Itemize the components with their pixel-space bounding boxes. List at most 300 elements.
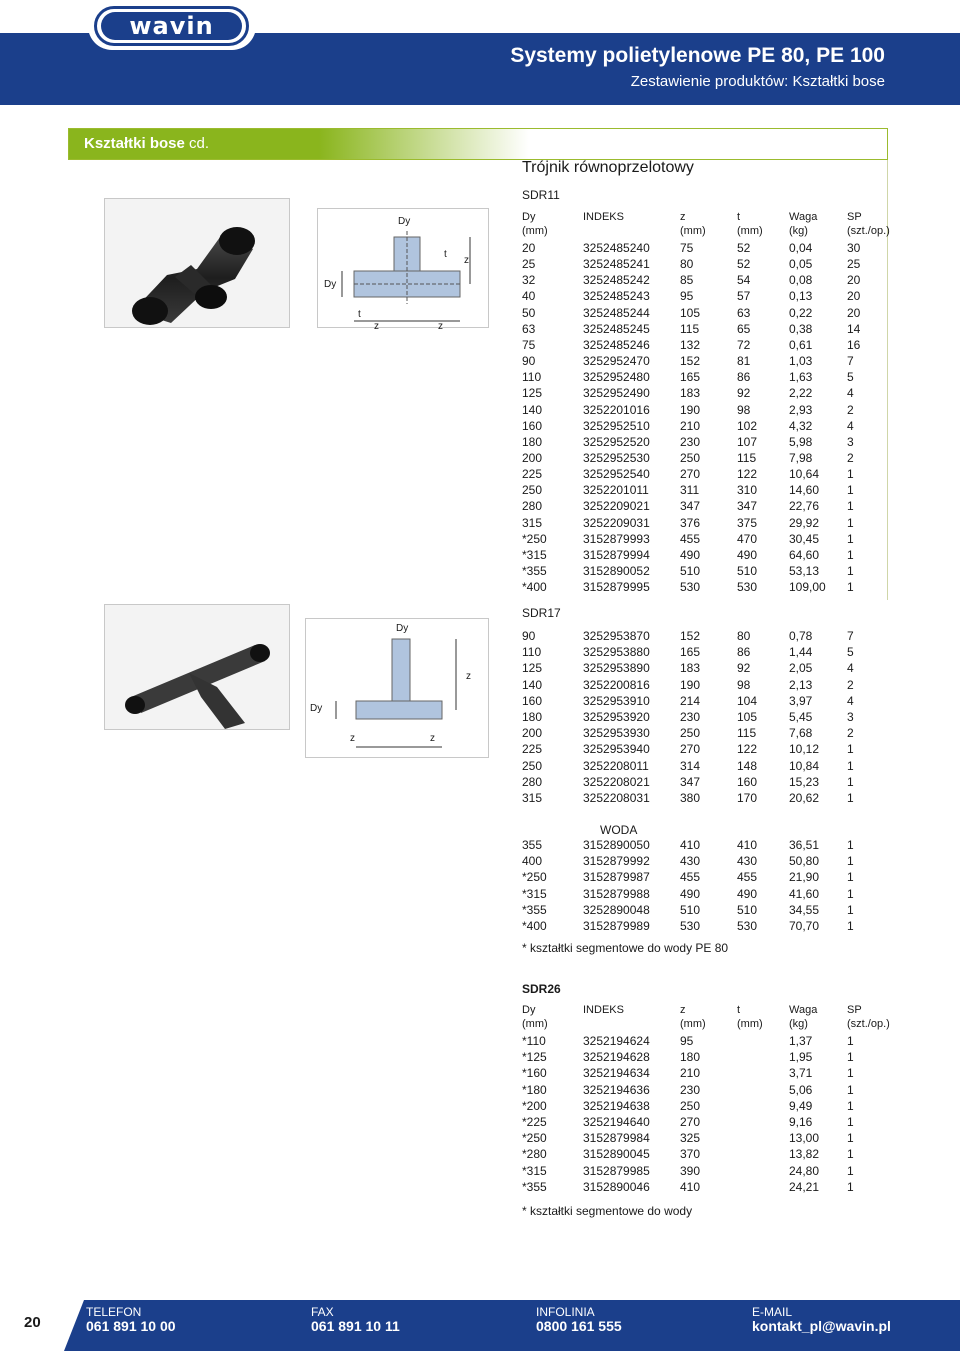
cell-index: 3252952470 <box>583 354 650 369</box>
page-number: 20 <box>24 1314 41 1331</box>
cell-waga: 2,93 <box>789 402 813 417</box>
cell-sp: 1 <box>847 791 854 805</box>
cell-sp: 2 <box>847 726 854 741</box>
cell-waga: 30,45 <box>789 531 820 546</box>
section-title: Trójnik równoprzelotowy <box>522 159 694 176</box>
cell-sp: 2 <box>847 402 854 417</box>
cell-t: 160 <box>737 774 758 789</box>
cell-index: 3152879993 <box>583 531 650 546</box>
cell-index: 3252208011 <box>583 758 649 773</box>
cell-waga: 1,63 <box>789 370 813 385</box>
cell-index: 3252201016 <box>583 402 650 417</box>
sdr17-z2-label: z <box>350 733 355 744</box>
cell-dy: *110 <box>522 1034 546 1048</box>
cell-sp: 4 <box>847 661 854 676</box>
cell-t: 490 <box>737 547 758 562</box>
cell-dy: 90 <box>522 354 536 369</box>
cell-z: 347 <box>680 774 701 789</box>
cell-index: 3252485244 <box>583 305 650 320</box>
cell-sp: 7 <box>847 354 854 369</box>
sdr17-z-label: z <box>466 671 471 682</box>
header26-sp: SP <box>847 1004 862 1016</box>
cell-z: 311 <box>680 483 700 498</box>
cell-z: 190 <box>680 402 701 417</box>
cell-z: 455 <box>680 870 701 885</box>
header-sp-unit: (szt./op.) <box>847 225 890 237</box>
header26-z-unit: (mm) <box>680 1018 706 1030</box>
cell-z: 490 <box>680 886 701 901</box>
cell-z: 165 <box>680 370 701 385</box>
cell-waga: 9,16 <box>789 1115 813 1129</box>
cell-dy: 225 <box>522 467 543 482</box>
header-z: z <box>680 211 686 223</box>
cell-t: 122 <box>737 742 758 757</box>
cell-dy: 25 <box>522 257 536 272</box>
cell-sp: 1 <box>847 1050 854 1065</box>
cell-dy: 250 <box>522 483 543 498</box>
cell-z: 430 <box>680 854 701 869</box>
cell-waga: 2,05 <box>789 661 813 676</box>
cell-t: 52 <box>737 257 751 272</box>
cell-z: 530 <box>680 919 701 933</box>
cell-waga: 9,49 <box>789 1098 813 1113</box>
cell-sp: 1 <box>847 515 854 530</box>
footer-fax-value[interactable]: 061 891 10 11 <box>311 1318 400 1334</box>
cell-dy: 280 <box>522 774 543 789</box>
cell-z: 190 <box>680 677 701 692</box>
cell-t: 490 <box>737 886 758 901</box>
cell-z: 210 <box>680 418 701 433</box>
cell-index: 3152879994 <box>583 547 650 562</box>
cell-index: 3252194624 <box>583 1034 650 1048</box>
footer-phone-label: TELEFON <box>86 1305 142 1319</box>
cell-z: 250 <box>680 450 701 465</box>
cell-sp: 20 <box>847 289 861 304</box>
cell-sp: 7 <box>847 629 854 643</box>
cell-z: 410 <box>680 1179 701 1194</box>
cell-waga: 2,13 <box>789 677 813 692</box>
cell-dy: *200 <box>522 1098 547 1113</box>
cell-waga: 34,55 <box>789 902 820 917</box>
tee-photo-sdr17 <box>104 604 290 730</box>
cell-t: 115 <box>737 726 757 741</box>
cell-sp: 3 <box>847 434 854 449</box>
cell-dy: 140 <box>522 402 543 417</box>
cell-index: 3152879984 <box>583 1131 650 1146</box>
cell-waga: 1,37 <box>789 1034 813 1048</box>
header26-t-unit: (mm) <box>737 1018 763 1030</box>
cell-sp: 4 <box>847 693 854 708</box>
cell-sp: 4 <box>847 418 854 433</box>
drawing-z-label: z <box>464 255 469 266</box>
cell-z: 347 <box>680 499 701 514</box>
cell-waga: 7,98 <box>789 450 813 465</box>
footer-hotline-value[interactable]: 0800 161 555 <box>536 1318 622 1334</box>
cell-index: 3252201011 <box>583 483 649 498</box>
cell-sp: 1 <box>847 580 854 595</box>
cell-dy: 160 <box>522 418 543 433</box>
cell-waga: 64,60 <box>789 547 820 562</box>
cell-z: 95 <box>680 289 694 304</box>
footer-phone-value[interactable]: 061 891 10 00 <box>86 1318 176 1334</box>
cell-sp: 1 <box>847 1082 854 1097</box>
cell-index: 3252953870 <box>583 629 650 643</box>
cell-index: 3252952520 <box>583 434 650 449</box>
cell-t: 430 <box>737 854 758 869</box>
cell-dy: *355 <box>522 902 547 917</box>
cell-waga: 13,00 <box>789 1131 820 1146</box>
cell-z: 376 <box>680 515 701 530</box>
cell-z: 230 <box>680 710 701 724</box>
cell-waga: 21,90 <box>789 870 820 885</box>
cell-sp: 2 <box>847 677 854 692</box>
cell-z: 325 <box>680 1131 701 1146</box>
tee-photo-sdr11 <box>104 198 290 328</box>
header-t: t <box>737 211 741 223</box>
cell-sp: 30 <box>847 241 861 255</box>
cell-waga: 3,97 <box>789 693 813 708</box>
cell-waga: 1,03 <box>789 354 813 369</box>
cell-sp: 1 <box>847 919 854 933</box>
cell-waga: 20,62 <box>789 791 820 805</box>
cell-sp: 1 <box>847 1131 854 1146</box>
cell-dy: 110 <box>522 645 542 660</box>
cell-index: 3252485242 <box>583 273 650 288</box>
cell-waga: 53,13 <box>789 564 820 578</box>
cell-dy: 225 <box>522 742 543 757</box>
cell-index: 3252952480 <box>583 370 650 385</box>
cell-sp: 1 <box>847 838 854 852</box>
cell-t: 530 <box>737 919 758 933</box>
sdr17-label: SDR17 <box>522 606 561 620</box>
cell-t: 470 <box>737 531 758 546</box>
cell-index: 3252485240 <box>583 241 650 255</box>
cell-t: 52 <box>737 241 751 255</box>
cell-sp: 1 <box>847 564 854 578</box>
cell-t: 86 <box>737 370 751 385</box>
wavin-logo <box>94 6 249 46</box>
cell-sp: 1 <box>847 547 854 562</box>
cell-waga: 24,21 <box>789 1179 820 1194</box>
cell-waga: 29,92 <box>789 515 820 530</box>
sdr17-footnote: * kształtki segmentowe do wody PE 80 <box>522 941 729 955</box>
cell-z: 115 <box>680 321 700 336</box>
cell-index: 3252200816 <box>583 677 650 692</box>
cell-waga: 0,13 <box>789 289 813 304</box>
cell-z: 152 <box>680 354 701 369</box>
cell-index: 3252194640 <box>583 1115 650 1129</box>
cell-sp: 1 <box>847 1115 854 1129</box>
cell-z: 210 <box>680 1066 701 1081</box>
cell-index: 3252485241 <box>583 257 650 272</box>
cell-index: 3152890045 <box>583 1147 650 1162</box>
cell-waga: 0,38 <box>789 321 813 336</box>
cell-z: 165 <box>680 645 701 660</box>
cell-t: 148 <box>737 758 758 773</box>
cell-dy: *250 <box>522 870 547 885</box>
cell-t: 80 <box>737 629 751 643</box>
cell-index: 3252485246 <box>583 337 650 352</box>
cell-dy: 63 <box>522 321 536 336</box>
cell-t: 86 <box>737 645 751 660</box>
header-dy-unit: (mm) <box>522 225 548 237</box>
cell-index: 3152890046 <box>583 1179 650 1194</box>
cell-dy: 280 <box>522 499 543 514</box>
cell-dy: *400 <box>522 580 547 595</box>
cell-dy: *160 <box>522 1066 547 1081</box>
cell-waga: 1,95 <box>789 1050 813 1065</box>
cell-dy: *315 <box>522 886 547 901</box>
logo-text: wavin <box>101 12 242 40</box>
cell-waga: 10,64 <box>789 467 820 482</box>
tee-photo-image <box>105 199 289 327</box>
cell-waga: 24,80 <box>789 1163 820 1178</box>
cell-sp: 1 <box>847 870 854 885</box>
cell-dy: 160 <box>522 693 543 708</box>
header26-waga-unit: (kg) <box>789 1018 808 1030</box>
cell-t: 72 <box>737 337 751 352</box>
cell-waga: 36,51 <box>789 838 820 852</box>
drawing-t-label: t <box>444 249 447 260</box>
cell-sp: 1 <box>847 499 854 514</box>
cell-t: 115 <box>737 450 757 465</box>
cell-sp: 3 <box>847 710 854 724</box>
cell-index: 3252208031 <box>583 791 650 805</box>
cell-index: 3252953940 <box>583 742 650 757</box>
cell-index: 3252485245 <box>583 321 650 336</box>
cell-waga: 0,04 <box>789 241 813 255</box>
cell-t: 375 <box>737 515 758 530</box>
category-label <box>84 135 209 152</box>
cell-waga: 10,84 <box>789 758 820 773</box>
cell-z: 455 <box>680 531 701 546</box>
cell-z: 314 <box>680 758 701 773</box>
cell-sp: 14 <box>847 321 861 336</box>
cell-index: 3152890050 <box>583 838 650 852</box>
cell-waga: 7,68 <box>789 726 813 741</box>
cell-dy: 140 <box>522 677 543 692</box>
cell-index: 3252952540 <box>583 467 650 482</box>
header26-sp-unit: (szt./op.) <box>847 1018 890 1030</box>
drawing-z3-label: z <box>438 321 443 332</box>
cell-waga: 5,06 <box>789 1082 813 1097</box>
category-label-text: Kształtki bose <box>84 135 185 152</box>
cell-waga: 5,98 <box>789 434 813 449</box>
category-label-suffix: cd. <box>189 135 210 152</box>
drawing-dy-label: Dy <box>398 216 411 227</box>
cell-t: 347 <box>737 499 758 514</box>
header-waga-unit: (kg) <box>789 225 808 237</box>
cell-z: 152 <box>680 629 701 643</box>
header26-t: t <box>737 1004 741 1016</box>
cell-sp: 16 <box>847 337 861 352</box>
header26-dy-unit: (mm) <box>522 1018 548 1030</box>
cell-sp: 1 <box>847 902 854 917</box>
cell-waga: 0,78 <box>789 629 813 643</box>
cell-sp: 1 <box>847 467 854 482</box>
cell-dy: *355 <box>522 564 547 578</box>
footer-email-label: E-MAIL <box>752 1305 793 1319</box>
cell-waga: 14,60 <box>789 483 820 498</box>
page-title: Systemy polietylenowe PE 80, PE 100 <box>510 44 885 67</box>
cell-t: 54 <box>737 273 751 288</box>
cell-waga: 0,61 <box>789 337 813 352</box>
cell-dy: 125 <box>522 386 543 401</box>
cell-t: 170 <box>737 791 758 805</box>
cell-t: 102 <box>737 418 758 433</box>
cell-waga: 22,76 <box>789 499 820 514</box>
cell-index: 3252194638 <box>583 1098 650 1113</box>
cell-dy: 200 <box>522 450 543 465</box>
cell-z: 230 <box>680 434 701 449</box>
cell-dy: *315 <box>522 1163 547 1178</box>
sdr17-z3-label: z <box>430 733 435 744</box>
cell-index: 3252953880 <box>583 645 650 660</box>
cell-z: 80 <box>680 257 694 272</box>
cell-dy: *315 <box>522 547 547 562</box>
page-subtitle: Zestawienie produktów: Kształtki bose <box>630 73 885 90</box>
cell-index: 3252209021 <box>583 499 650 514</box>
sdr26-footnote: * kształtki segmentowe do wody <box>522 1204 693 1218</box>
tee-photo-sdr17-image <box>105 605 289 729</box>
cell-index: 3252485243 <box>583 289 650 304</box>
cell-waga: 3,71 <box>789 1066 813 1081</box>
cell-dy: 40 <box>522 289 536 304</box>
cell-z: 183 <box>680 386 701 401</box>
cell-z: 105 <box>680 305 701 320</box>
cell-t: 310 <box>737 483 758 498</box>
cell-dy: 90 <box>522 629 536 643</box>
footer-email-value[interactable]: kontakt_pl@wavin.pl <box>752 1318 891 1334</box>
sdr17-dy-side-label: Dy <box>310 703 323 714</box>
cell-dy: 125 <box>522 661 543 676</box>
cell-index: 3252952510 <box>583 418 650 433</box>
cell-z: 95 <box>680 1034 694 1048</box>
footer-fax-label: FAX <box>311 1305 334 1319</box>
cell-z: 510 <box>680 902 701 917</box>
cell-waga: 10,12 <box>789 742 820 757</box>
cell-index: 3252208021 <box>583 774 650 789</box>
cell-t: 81 <box>737 354 751 369</box>
cell-z: 510 <box>680 564 701 578</box>
cell-dy: *125 <box>522 1050 547 1065</box>
cell-sp: 1 <box>847 1163 854 1178</box>
cell-dy: 315 <box>522 515 543 530</box>
cell-dy: 400 <box>522 854 543 869</box>
cell-sp: 20 <box>847 273 861 288</box>
cell-z: 530 <box>680 580 701 595</box>
cell-index: 3152879987 <box>583 870 650 885</box>
cell-sp: 1 <box>847 1066 854 1081</box>
cell-waga: 109,00 <box>789 580 826 595</box>
woda-label: WODA <box>600 823 638 837</box>
sdr17-dy-label: Dy <box>396 623 409 634</box>
cell-t: 92 <box>737 661 751 676</box>
cell-waga: 15,23 <box>789 774 820 789</box>
cell-z: 250 <box>680 726 701 741</box>
header26-z: z <box>680 1004 686 1016</box>
cell-t: 92 <box>737 386 751 401</box>
header26-index: INDEKS <box>583 1004 624 1016</box>
cell-t: 105 <box>737 710 758 724</box>
cell-sp: 1 <box>847 742 854 757</box>
cell-z: 214 <box>680 693 701 708</box>
header26-dy: Dy <box>522 1004 536 1016</box>
cell-z: 380 <box>680 791 701 805</box>
cell-z: 75 <box>680 241 694 255</box>
cell-z: 490 <box>680 547 701 562</box>
cell-dy: 355 <box>522 838 543 852</box>
cell-index: 3252952490 <box>583 386 650 401</box>
tee-drawing-sdr17-image <box>306 619 488 757</box>
cell-index: 3152879985 <box>583 1163 650 1178</box>
cell-z: 85 <box>680 273 694 288</box>
cell-sp: 1 <box>847 1179 854 1194</box>
cell-z: 270 <box>680 742 701 757</box>
header-t-unit: (mm) <box>737 225 763 237</box>
cell-dy: 180 <box>522 434 543 449</box>
cell-sp: 5 <box>847 370 854 385</box>
header-waga: Waga <box>789 211 818 223</box>
cell-t: 98 <box>737 402 751 417</box>
cell-sp: 1 <box>847 531 854 546</box>
cell-waga: 13,82 <box>789 1147 820 1162</box>
cell-t: 57 <box>737 289 751 304</box>
cell-dy: 315 <box>522 791 543 805</box>
cell-dy: *225 <box>522 1115 547 1129</box>
cell-z: 370 <box>680 1147 701 1162</box>
cell-dy: *400 <box>522 919 547 933</box>
cell-sp: 20 <box>847 305 861 320</box>
cell-dy: 20 <box>522 241 536 255</box>
cell-index: 3252953930 <box>583 726 650 741</box>
cell-t: 65 <box>737 321 751 336</box>
cell-z: 390 <box>680 1163 701 1178</box>
cell-z: 230 <box>680 1082 701 1097</box>
sdr11-label: SDR11 <box>522 188 560 202</box>
cell-t: 510 <box>737 564 758 578</box>
cell-dy: 110 <box>522 370 542 385</box>
cell-waga: 0,22 <box>789 305 813 320</box>
cell-index: 3252194628 <box>583 1050 650 1065</box>
cell-dy: 50 <box>522 305 536 320</box>
cell-dy: 180 <box>522 710 543 724</box>
cell-waga: 0,05 <box>789 257 813 272</box>
cell-waga: 70,70 <box>789 919 820 933</box>
cell-z: 270 <box>680 467 701 482</box>
cell-dy: *180 <box>522 1082 547 1097</box>
cell-sp: 1 <box>847 774 854 789</box>
sdr26-label: SDR26 <box>522 982 561 996</box>
cell-index: 3152879989 <box>583 919 650 933</box>
footer-hotline-label: INFOLINIA <box>536 1305 595 1319</box>
cell-t: 455 <box>737 870 758 885</box>
cell-z: 180 <box>680 1050 701 1065</box>
cell-sp: 5 <box>847 645 854 660</box>
cell-index: 3152879992 <box>583 854 650 869</box>
tee-drawing-sdr17 <box>305 618 489 758</box>
cell-z: 410 <box>680 838 701 852</box>
cell-dy: 200 <box>522 726 543 741</box>
cell-sp: 4 <box>847 386 854 401</box>
cell-waga: 0,08 <box>789 273 813 288</box>
cell-t: 107 <box>737 434 758 449</box>
cell-waga: 5,45 <box>789 710 813 724</box>
header-z-unit: (mm) <box>680 225 706 237</box>
cell-waga: 4,32 <box>789 418 813 433</box>
cell-sp: 2 <box>847 450 854 465</box>
cell-waga: 1,44 <box>789 645 813 660</box>
